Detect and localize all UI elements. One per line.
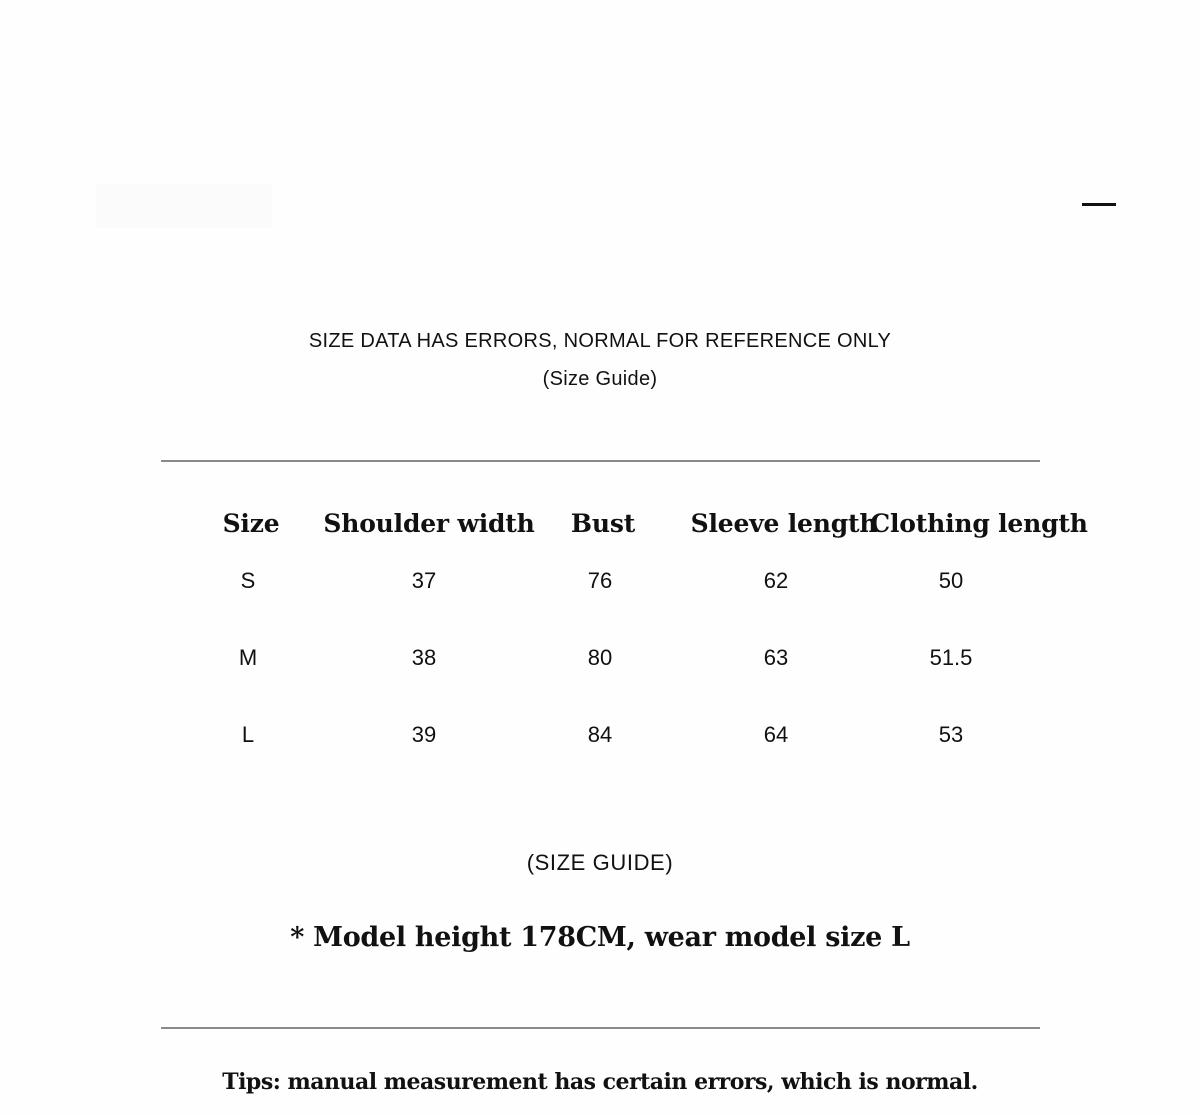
model-height-note: * Model height 178CM, wear model size L xyxy=(290,922,910,953)
column-header-sleeve-length: Sleeve length xyxy=(690,509,878,538)
measurement-tips: Tips: manual measurement has certain errors, which is normal. xyxy=(222,1069,978,1095)
table-cell-bust: 80 xyxy=(587,645,613,670)
table-cell-bust: 76 xyxy=(587,568,613,593)
table-cell-size: M xyxy=(238,645,258,670)
table-cell-shoulder-width: 38 xyxy=(411,645,437,670)
column-header-bust: Bust xyxy=(570,509,636,538)
table-cell-shoulder-width: 37 xyxy=(411,568,437,593)
faint-placeholder-block xyxy=(96,184,272,228)
table-cell-bust: 84 xyxy=(587,722,613,747)
column-header-size: Size xyxy=(222,509,280,538)
size-guide-caption: (SIZE GUIDE) xyxy=(526,850,674,875)
divider-top xyxy=(161,460,1040,462)
column-header-clothing-length: Clothing length xyxy=(870,509,1088,538)
table-cell-sleeve-length: 63 xyxy=(763,645,789,670)
table-cell-sleeve-length: 62 xyxy=(763,568,789,593)
column-header-shoulder-width: Shoulder width xyxy=(323,509,535,538)
table-cell-clothing-length: 50 xyxy=(938,568,964,593)
size-guide-subtitle: (Size Guide) xyxy=(542,368,658,390)
divider-bottom xyxy=(161,1027,1040,1029)
table-cell-shoulder-width: 39 xyxy=(411,722,437,747)
table-cell-clothing-length: 51.5 xyxy=(929,645,973,670)
table-cell-clothing-length: 53 xyxy=(938,722,964,747)
minus-icon xyxy=(1082,203,1116,206)
disclaimer-text: SIZE DATA HAS ERRORS, NORMAL FOR REFERENCE ONLY xyxy=(308,330,892,352)
table-cell-sleeve-length: 64 xyxy=(763,722,789,747)
table-cell-size: L xyxy=(241,722,255,747)
table-cell-size: S xyxy=(240,568,256,593)
